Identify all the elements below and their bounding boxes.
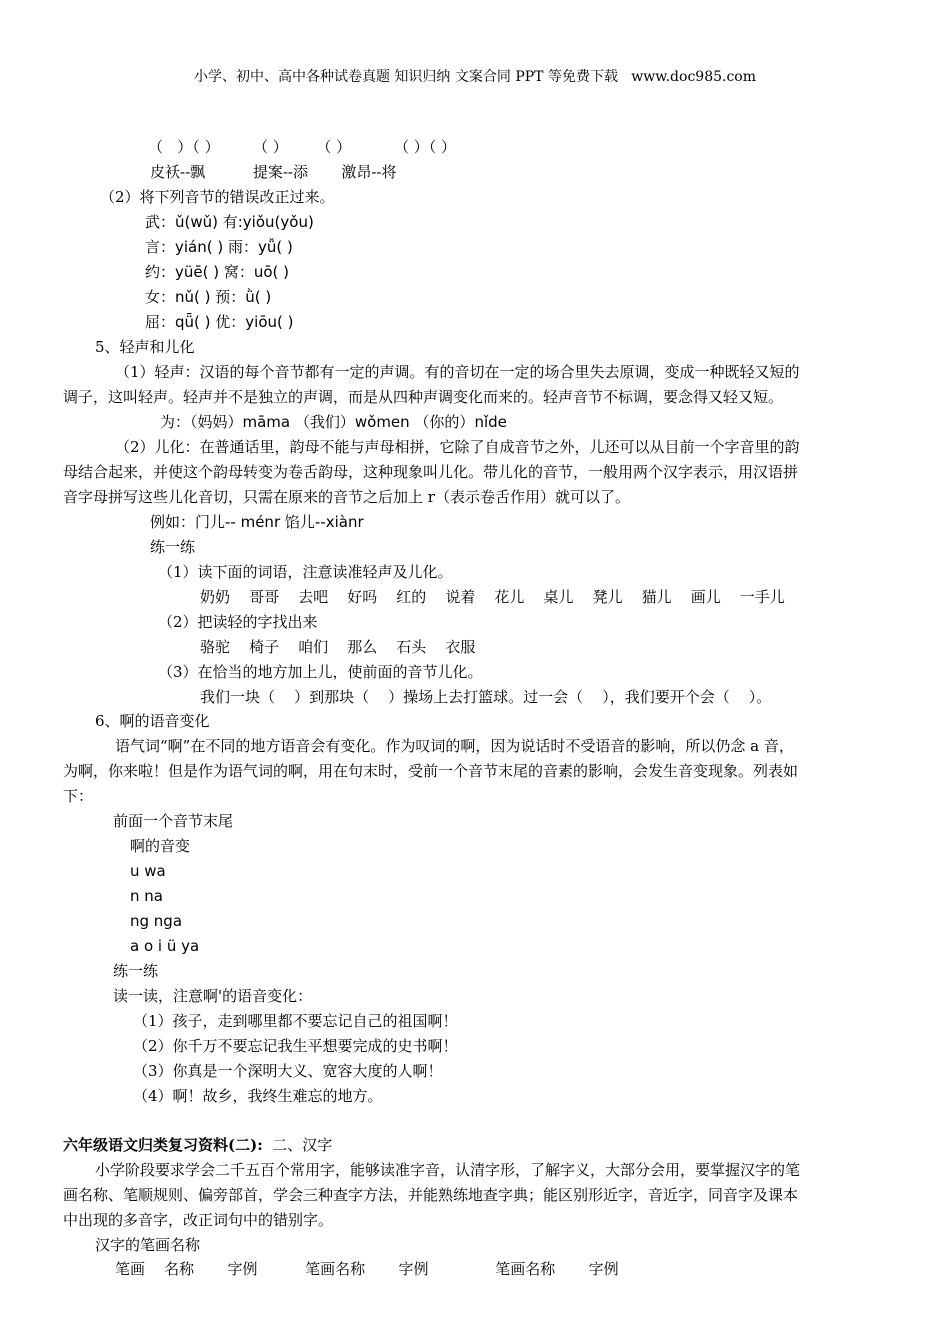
text-line: 啊的音变 (130, 837, 191, 855)
text-line: n na (130, 887, 163, 905)
section-subtitle: 二、汉字 (262, 1136, 333, 1154)
text-line: （1）孩子，走到哪里都不要忘记自己的祖国啊！ (133, 1012, 458, 1030)
text-line: （3）在恰当的地方加上儿，使前面的音节儿化。 (158, 663, 483, 681)
paragraph-line: （1）轻声：汉语的每个音节都有一定的声调。有的音切在一定的场合里失去原调，变成一种既轻又短的 (115, 363, 800, 381)
text-line: 为：（妈妈）māma （我们）wǒmen （你的）nǐde (160, 413, 507, 431)
text-line: （4）啊！故乡，我终生难忘的地方。 (133, 1087, 383, 1105)
text-line: 前面一个音节末尾 (113, 812, 234, 830)
paragraph-line: 下： (63, 787, 94, 805)
paragraph-line: 为啊，你来啦！但是作为语气词的啊，用在句末时，受前一个音节末尾的音素的影响，会发生音变现象。列表如 (63, 762, 799, 780)
paragraph-line: 小学阶段要求学会二千五百个常用字，能够读准字音，认清字形，了解字义，大部分会用，要掌握汉字的笔 (95, 1161, 801, 1179)
text-line: （3）你真是一个深明大义、宽容大度的人啊！ (133, 1062, 443, 1080)
section-heading: 5、轻声和儿化 (95, 338, 195, 356)
paragraph-line: 语气词“啊”在不同的地方语音会有变化。作为叹词的啊，因为说话时不受语音的影响，所以仍念 a 音， (115, 737, 794, 755)
page-header: 小学、初中、高中各种试卷真题 知识归纳 文案合同 PPT 等免费下载 www.doc985.com (193, 69, 756, 85)
paragraph-line: 母结合起来，并使这个韵母转变为卷舌韵母，这种现象叫儿化。带儿化的音节，一般用两个汉字表示，用汉语拼 (63, 463, 799, 481)
text-line: 练一练 (150, 538, 196, 556)
paragraph-line: 画名称、笔顺规则、偏旁部首，学会三种查字方法，并能熟练地查字典；能区别形近字，音近字，同音字及课本 (63, 1186, 799, 1204)
text-line: 皮袄--飘 提案--添 激昂--将 (150, 163, 397, 181)
section-heading: 6、啊的语音变化 (95, 712, 210, 730)
text-line: 屈：qǖ( ) 优：yiōu( ) (145, 313, 294, 331)
text-line: 约：yüē( ) 窝：uō( ) (145, 263, 290, 281)
paragraph-line: 调子，这叫轻声。轻声并不是独立的声调，而是从四种声调变化而来的。轻声音节不标调，要念得又轻又短。 (63, 388, 784, 406)
text-line: ng nga (130, 912, 183, 930)
paragraph-line: 音字母拼写这些儿化音切，只需在原来的音节之后加上 r（表示卷舌作用）就可以了。 (63, 488, 630, 506)
section-title (63, 1135, 332, 1155)
text-line: 汉字的笔画名称 (95, 1236, 201, 1254)
text-line: （2）你千万不要忘记我生平想要完成的史书啊！ (133, 1037, 458, 1055)
text-line: u wa (130, 862, 166, 880)
section-title-bold: 六年级语文归类复习资料(二): (63, 1136, 263, 1154)
text-line: （ ）（ ） （ ） （ ） （ ）（ ） (148, 138, 457, 156)
text-line: 例如：门儿-- ménr 馅儿--xiànr (150, 513, 364, 531)
text-line: 我们一块（ ）到那块（ ）操场上去打篮球。过一会（ ），我们要开个会（ ）。 (200, 688, 772, 706)
text-line: 武：ǔ(wǔ) 有:yiǒu(yǒu) (145, 213, 314, 231)
text-line: （1）读下面的词语，注意读准轻声及儿化。 (158, 563, 453, 581)
word-list: 奶奶 哥哥 去吧 好吗 红的 说着 花儿 桌儿 凳儿 猫儿 画儿 一手儿 (200, 588, 785, 606)
text-line: （2）把读轻的字找出来 (158, 613, 318, 631)
text-line: a o i ü ya (130, 937, 200, 955)
text-line: 女：nǔ( ) 预：ǜ( ) (145, 288, 272, 306)
text-line: 言：yián( ) 雨：yǚ( ) (145, 238, 293, 256)
paragraph-line: 中出现的多音字，改正词句中的错别字。 (63, 1211, 334, 1229)
text-line: 练一练 (113, 962, 159, 980)
table-header: 笔画 名称 字例 笔画名称 字例 笔画名称 字例 (115, 1260, 619, 1278)
paragraph-line: （2）儿化：在普通话里，韵母不能与声母相拼，它除了自成音节之外，儿还可以从目前一个字音里的韵 (115, 438, 800, 456)
text-line: 读一读，注意啊'的语音变化： (113, 987, 313, 1005)
word-list: 骆驼 椅子 咱们 那么 石头 衣服 (200, 638, 476, 656)
text-line: （2）将下列音节的错误改正过来。 (100, 188, 335, 206)
